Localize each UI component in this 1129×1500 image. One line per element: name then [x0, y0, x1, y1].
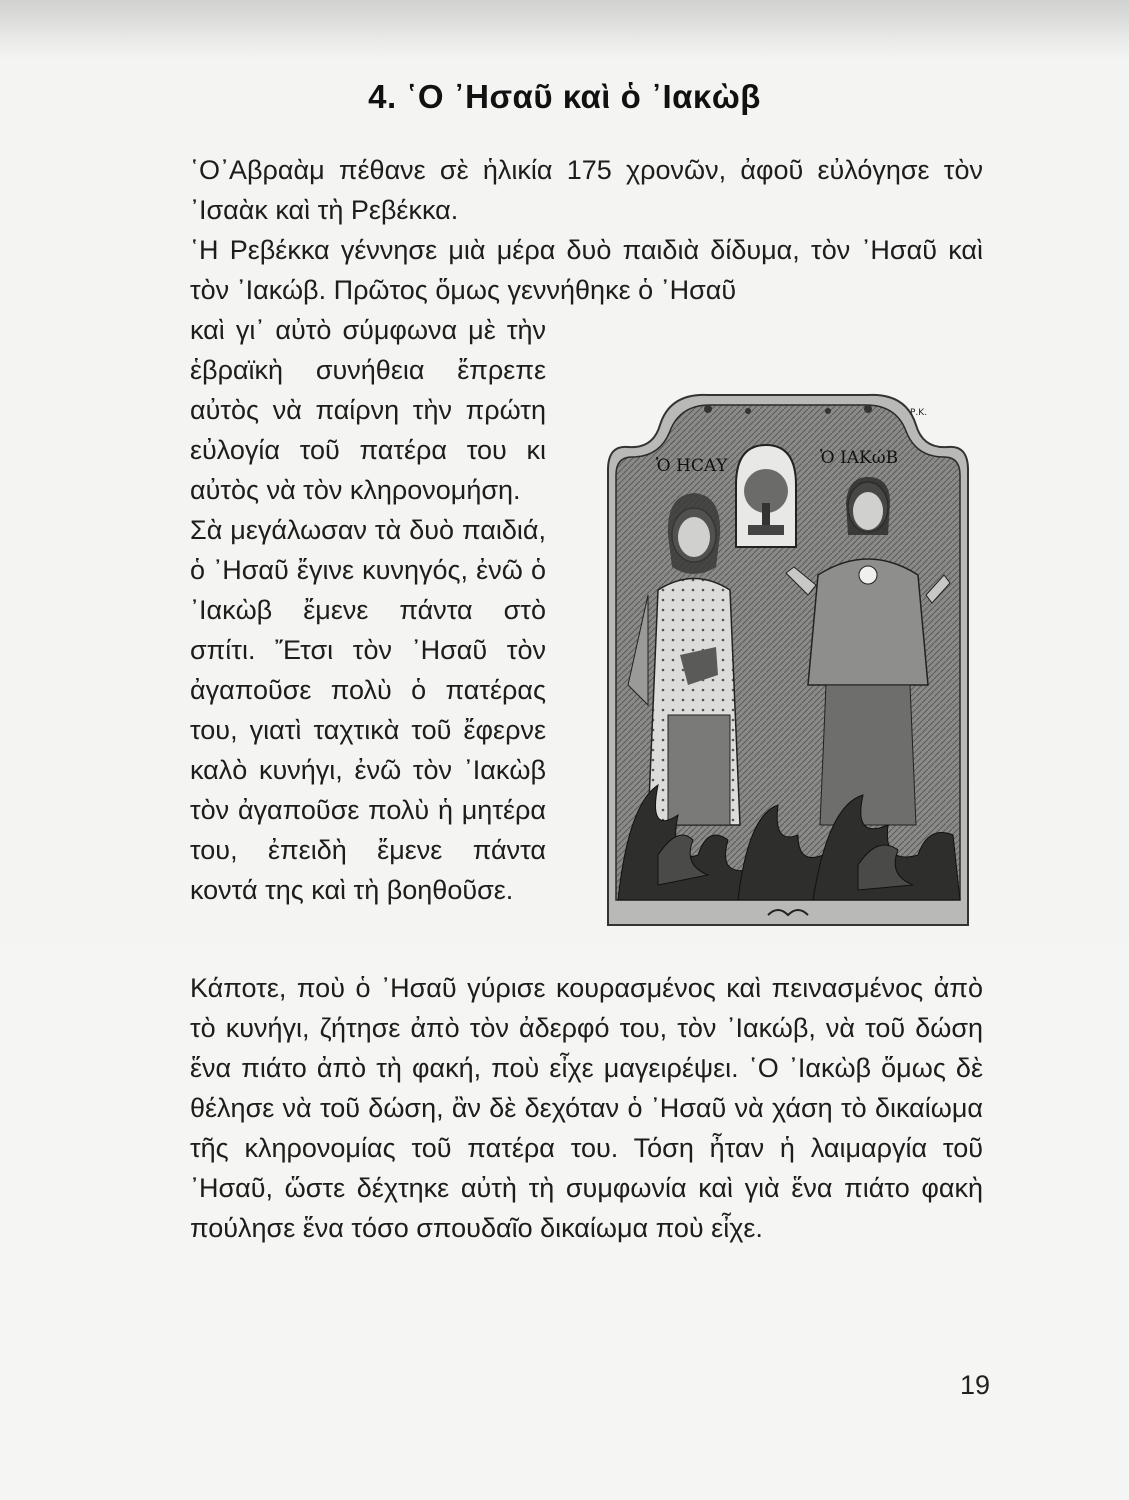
paragraph-4: Σὰ μεγάλωσαν τὰ δυὸ παιδιά, ὁ ᾿Ησαῦ ἔγινε κυνηγός, ἐνῶ ὁ ᾿Ιακὼβ ἔμενε πάντα στὸ σπίτι. Ἔτσι τὸν ᾿Ησαῦ τὸν ἀγαποῦσε πολὺ ὁ πατέρας του, γιατὶ ταχτικὰ τοῦ ἔφερνε καλὸ κυνήγι, ἐνῶ τὸν ᾿Ιακὼβ τὸν ἀγαποῦσε πολὺ ἡ μητέρα του, ἐπειδὴ ἔμενε πάντα κοντά της καὶ τὴ βοηθοῦσε. [190, 515, 546, 905]
chapter-heading: 4. ῾Ο ᾿Ησαῦ καὶ ὁ ᾿Ιακὼβ [368, 78, 761, 115]
icon-illustration-esau-jacob [598, 385, 976, 933]
label-esau: Ὁ ΗCΑΥ [656, 456, 728, 476]
page-number: 19 [959, 1370, 990, 1400]
paragraph-1: ῾Ο᾿Αβραὰμ πέθανε σὲ ἡλικία 175 χρονῶν, ἀφοῦ εὐλόγησε τὸν ᾿Ισαὰκ καὶ τὴ Ρεβέκκα. [190, 155, 983, 225]
paragraph-2: ῾Η Ρεβέκκα γέννησε μιὰ μέρα δυὸ παιδιὰ δίδυμα, τὸν ᾿Ησαῦ καὶ τὸν ᾿Ιακώβ. Πρῶτος ὅμως γεννήθηκε ὁ ᾿Ησαῦ [190, 235, 983, 305]
paragraph-3: καὶ γι᾿ αὐτὸ σύμφωνα μὲ τὴν ἑβραϊκὴ συνήθεια ἔπρεπε αὐτὸς νὰ παίρνη τὴν πρώτη εὐλογία τοῦ πατέρα του κι αὐτὸς νὰ τὸν κληρονομήση. [190, 315, 546, 505]
signature: Ρ.Κ. [910, 408, 928, 418]
paragraph-5: Κάποτε, ποὺ ὁ ᾿Ησαῦ γύρισε κουρασμένος καὶ πεινασμένος ἀπὸ τὸ κυνήγι, ζήτησε ἀπὸ τὸν ἀδερφό του, τὸν ᾿Ιακώβ, νὰ τοῦ δώση ἕνα πιάτο ἀπὸ τὴ φακή, ποὺ εἶχε μαγειρέψει. ῾Ο ᾿Ιακὼβ ὅμως δὲ θέλησε νὰ τοῦ δώση, ἂν δὲ δεχόταν ὁ ᾿Ησαῦ νὰ χάση τὸ δικαίωμα τῆς κληρονομίας τοῦ πατέρα του. Τόση ἦταν ἡ λαιμαργία τοῦ ᾿Ησαῦ, ὥστε δέχτηκε αὐτὴ τὴ συμφωνία καὶ γιὰ ἕνα πιάτο φακὴ πούλησε ἕνα τόσο σπουδαῖο δικαίωμα ποὺ εἶχε. [190, 973, 983, 1243]
previous-page-bleed [0, 0, 1129, 60]
label-jacob: Ὁ ΙΑΚώΒ [820, 448, 899, 468]
